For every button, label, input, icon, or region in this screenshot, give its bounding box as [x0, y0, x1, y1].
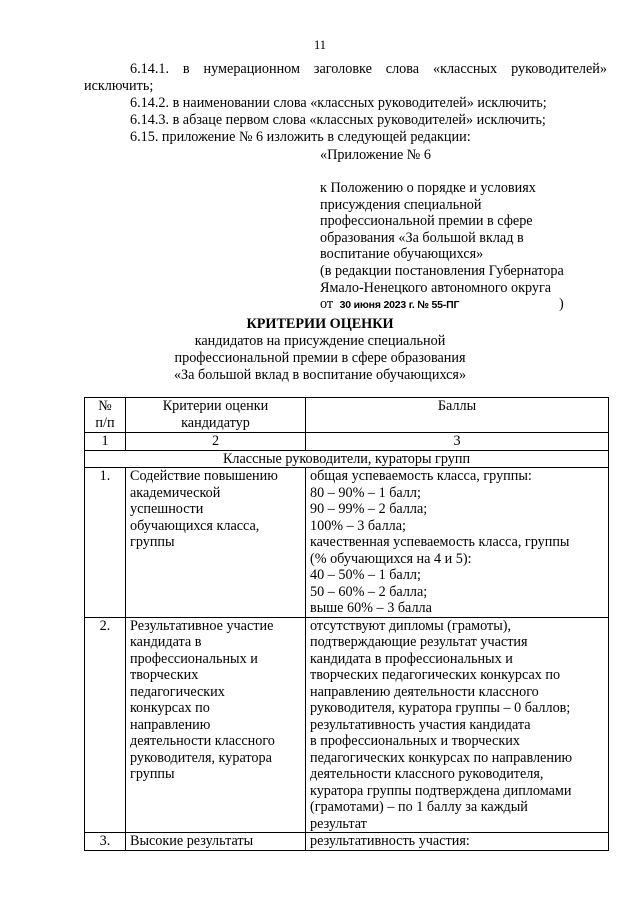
header-text: Критерии оценки — [162, 398, 269, 414]
points-line: (грамотами) – по 1 баллу за каждый — [310, 799, 528, 815]
appendix-line: профессиональной премии в сфере — [320, 213, 533, 230]
points-line: руководителя, куратора группы – 0 баллов; — [310, 700, 571, 716]
intro-item-6-14-3: 6.14.3. в абзаце первом слова «классных руководителей» исключить; — [130, 112, 546, 128]
criteria-table — [84, 397, 609, 851]
criterion-line: профессиональных и — [130, 650, 258, 667]
points-line: 40 – 50% – 1 балл; — [310, 567, 421, 583]
points-line: результативность участия: — [310, 833, 470, 849]
criterion-line: деятельности классного — [130, 733, 275, 749]
points-line: куратора группы подтверждена дипломами — [310, 782, 572, 799]
appendix-line: воспитание обучающихся» — [320, 246, 484, 263]
appendix-reference — [320, 180, 570, 314]
criterion-line: Содействие повышению — [130, 468, 278, 484]
criterion-line: академической — [130, 484, 221, 501]
points-line: результат — [310, 815, 367, 832]
row-number: 2. — [85, 617, 126, 833]
row-number: 3. — [85, 833, 126, 851]
page-number: 11 — [313, 38, 327, 52]
points-line: 50 – 60% – 2 балла; — [310, 583, 428, 600]
criterion-line: направлению — [130, 716, 211, 733]
row-criterion — [126, 468, 306, 618]
points-line: выше 60% – 3 балла — [310, 600, 432, 616]
section-heading: Классные руководители, кураторы групп — [85, 450, 609, 468]
criteria-subtitle: профессиональной премии в сфере образования — [174, 350, 466, 366]
appendix-line: присуждения специальной — [320, 196, 482, 213]
points-line: педагогических конкурсах по направлению — [310, 749, 573, 766]
table-row — [85, 833, 609, 851]
criterion-line: Высокие результаты — [130, 833, 254, 849]
appendix-closing-paren: ) — [559, 296, 564, 313]
criterion-line: группы — [130, 766, 175, 782]
numbering-cell: 1 — [85, 433, 126, 451]
criterion-line: обучающихся класса, — [130, 517, 260, 534]
points-line: подтверждающие результат участия — [310, 634, 528, 650]
intro-item-6-14-1: 6.14.1. в нумерационном заголовке слова «классных руководителей» — [130, 61, 607, 77]
criterion-line: творческих — [130, 667, 199, 683]
row-criterion — [126, 833, 306, 851]
table-row — [85, 617, 609, 833]
points-line: направлению деятельности классного — [310, 683, 539, 700]
intro-item-6-15: 6.15. приложение № 6 изложить в следующей редакции: — [130, 129, 471, 145]
table-section-row — [85, 450, 609, 468]
points-line: отсутствуют дипломы (грамоты), — [310, 617, 512, 634]
table-header-row — [85, 398, 609, 433]
points-line: 90 – 99% – 2 балла; — [310, 501, 428, 517]
intro-item-6-14-2: 6.14.2. в наименовании слова «классных руководителей» исключить; — [130, 95, 547, 111]
header-cell-number — [85, 398, 126, 433]
points-line: (% обучающихся на 4 и 5): — [310, 550, 472, 567]
criteria-title-block — [0, 316, 640, 384]
appendix-line: (в редакции постановления Губернатора — [320, 262, 564, 279]
header-text: кандидатур — [181, 414, 250, 431]
points-line: 100% – 3 балла; — [310, 517, 406, 534]
criterion-line: кандидата в — [130, 634, 202, 650]
table-row — [85, 468, 609, 618]
numbering-cell: 3 — [306, 433, 609, 451]
header-cell-criteria — [126, 398, 306, 433]
appendix-label: «Приложение № 6 — [320, 147, 431, 163]
appendix-date-line — [320, 296, 570, 314]
intro-item-6-14-1-cont: исключить; — [84, 78, 154, 94]
criteria-subtitle: «За большой вклад в воспитание обучающихся» — [173, 367, 467, 383]
criterion-line: группы — [130, 534, 175, 550]
appendix-date-stamp: 30 июня 2023 г. № 55-ПГ — [339, 299, 460, 312]
appendix-line: образования «За большой вклад в — [320, 229, 524, 246]
criteria-subtitle: кандидатов на присуждение специальной — [194, 333, 446, 349]
criterion-line: конкурсах по — [130, 700, 210, 716]
header-text: Баллы — [437, 398, 477, 414]
header-cell-points — [306, 398, 609, 433]
points-line: деятельности классного руководителя, — [310, 766, 544, 782]
criterion-line: педагогических — [130, 683, 225, 700]
points-line: 80 – 90% – 1 балл; — [310, 484, 421, 501]
points-line: творческих педагогических конкурсах по — [310, 667, 561, 683]
points-line: в профессиональных и творческих — [310, 733, 520, 749]
header-text: п/п — [95, 414, 115, 431]
header-text: № — [98, 398, 112, 414]
appendix-line: к Положению о порядке и условиях — [320, 180, 536, 196]
criterion-line: Результативное участие — [130, 617, 274, 634]
row-criterion — [126, 617, 306, 833]
row-points — [306, 617, 609, 833]
table-numbering-row — [85, 433, 609, 451]
criterion-line: успешности — [130, 501, 204, 517]
points-line: общая успеваемость класса, группы: — [310, 468, 532, 484]
points-line: качественная успеваемость класса, группы — [310, 534, 570, 550]
numbering-cell: 2 — [126, 433, 306, 451]
points-line: кандидата в профессиональных и — [310, 650, 513, 667]
criterion-line: руководителя, куратора — [130, 749, 272, 766]
appendix-line: Ямало-Ненецкого автономного округа — [320, 279, 552, 296]
appendix-from-prefix: от — [320, 296, 334, 313]
row-number: 1. — [85, 468, 126, 618]
criteria-title: КРИТЕРИИ ОЦЕНКИ — [246, 316, 394, 332]
row-points — [306, 468, 609, 618]
row-points — [306, 833, 609, 851]
points-line: результативность участия кандидата — [310, 716, 531, 733]
